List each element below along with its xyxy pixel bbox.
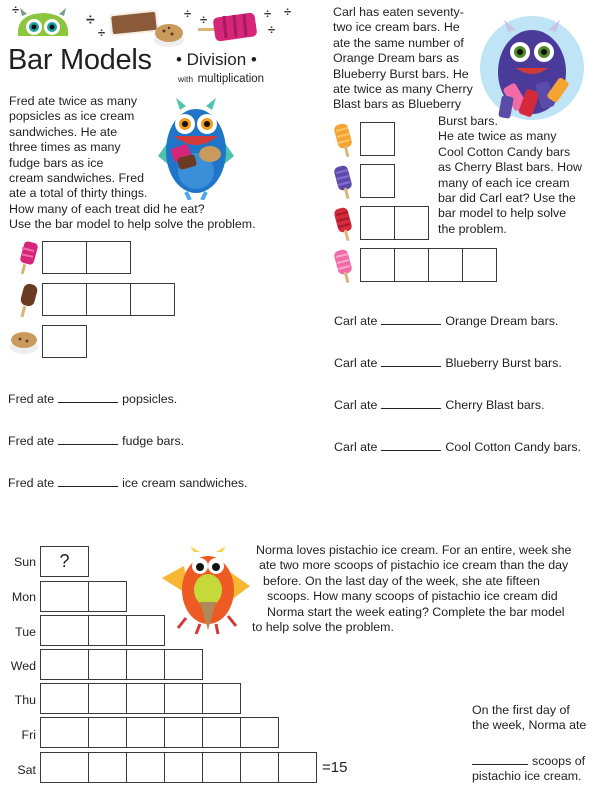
problem-line: Fred ate twice as many [9, 94, 138, 108]
day-label-mon: Mon [11, 590, 36, 604]
problem-line: ate the same number of [333, 35, 464, 50]
problem-line: as Cherry Blast bars. How [438, 160, 582, 175]
bar-unit [164, 684, 165, 713]
problem-line: Blast bars as Blueberry [333, 97, 462, 112]
cherry-blast-bar-icon [332, 206, 356, 242]
carl-answer-blueberry-burst: Carl ate Blueberry Burst bars. [334, 356, 562, 370]
problem-line: Norma start the week eating? Complete the bar model [267, 604, 565, 619]
problem-line: scoops. How many scoops of pistachio ice cream did [267, 589, 558, 604]
problem-line: to help solve the problem. [252, 620, 394, 635]
bar-unit [202, 718, 203, 747]
fudge-bar-icon [14, 282, 38, 318]
bar-unit [240, 753, 241, 782]
carl-bar-blueberry-burst [360, 164, 395, 198]
fred-answer-popsicles: Fred ate popsicles. [8, 392, 178, 406]
saturday-total: =15 [322, 759, 348, 776]
bar-unit [88, 753, 89, 782]
problem-line: He ate twice as many [438, 129, 557, 144]
problem-line: Carl has eaten seventy- [333, 5, 464, 19]
norma-bar-sat [40, 752, 317, 783]
divide-sign-icon: ÷ [86, 12, 95, 29]
problem-line: Norma loves pistachio ice cream. For an entire, week she [256, 543, 572, 557]
norma-bar-fri [40, 717, 279, 748]
problem-line: ate a total of thirty things. [9, 186, 148, 201]
problem-line: ate two more scoops of pistachio ice cream than the day [259, 558, 569, 573]
blue-monster-illustration [150, 96, 242, 200]
bar-unit [164, 753, 165, 782]
tagline-main: multiplication [197, 73, 265, 85]
carl-answer-orange-dream: Carl ate Orange Dream bars. [334, 314, 559, 328]
divide-sign-icon: ÷ [284, 4, 292, 19]
problem-line: cream sandwiches. Fred [9, 171, 144, 186]
divide-sign-icon: ÷ [200, 12, 208, 27]
bar-unit [278, 753, 279, 782]
page-title: Bar Models [8, 44, 152, 76]
bar-unit [88, 650, 89, 679]
bar-unit [86, 242, 87, 273]
divide-sign-icon: ÷ [184, 6, 192, 21]
page-subtitle: • Division • [176, 50, 257, 69]
norma-bar-thu [40, 683, 241, 714]
orange-dream-bar-icon [332, 122, 356, 158]
answer-blank[interactable] [58, 433, 118, 445]
answer-blank[interactable] [381, 355, 441, 367]
problem-line: How many of each treat did he eat? [9, 201, 205, 216]
divide-sign-icon: ÷ [12, 2, 20, 17]
day-label-tue: Tue [15, 625, 36, 639]
bar-unit [130, 284, 131, 315]
divide-sign-icon: ÷ [268, 22, 276, 37]
bar-unit [240, 718, 241, 747]
carl-bar-orange-dream [360, 122, 395, 156]
problem-line: popsicles as ice cream [9, 109, 135, 124]
bar-unit [88, 718, 89, 747]
carl-answer-cherry-blast: Carl ate Cherry Blast bars. [334, 398, 545, 412]
day-label-fri: Fri [21, 728, 36, 742]
norma-bar-mon [40, 581, 127, 612]
bar-unit [394, 207, 395, 239]
norma-bar-sun [40, 546, 89, 577]
problem-line: fudge bars as ice [9, 155, 104, 170]
bar-unit [88, 684, 89, 713]
purple-monster-illustration [478, 12, 590, 130]
problem-line: before. On the last day of the week, she ate fifteen [263, 573, 540, 588]
fred-answer-fudge-bars: Fred ate fudge bars. [8, 434, 185, 448]
problem-line: three times as many [9, 140, 121, 155]
divide-sign-icon: ÷ [264, 6, 272, 21]
answer-blank[interactable] [472, 753, 528, 765]
problem-line: Orange Dream bars as [333, 51, 460, 66]
popsicle-icon [14, 240, 38, 274]
norma-bar-tue [40, 615, 165, 646]
day-label-sat: Sat [17, 763, 36, 777]
blueberry-burst-bar-icon [332, 164, 356, 200]
bar-unit [126, 718, 127, 747]
answer-blank[interactable] [381, 313, 441, 325]
bar-unit [462, 249, 463, 281]
problem-line: bar model to help solve [438, 206, 567, 221]
problem-line: the problem. [438, 221, 507, 236]
bar-unit [126, 650, 127, 679]
cool-cotton-candy-bar-icon [332, 248, 356, 284]
bar-unit [394, 249, 395, 281]
bar-unit [126, 616, 127, 645]
bar-unit [202, 753, 203, 782]
bar-unit [86, 284, 87, 315]
problem-line: many of each ice cream [438, 175, 570, 190]
cookie-sandwich-icon [152, 22, 186, 48]
carl-bar-cool-cotton-candy [360, 248, 497, 282]
fred-bar-ice-cream-sandwiches [42, 325, 87, 358]
fred-answer-sandwiches: Fred ate ice cream sandwiches. [8, 476, 248, 490]
fred-bar-popsicles [42, 241, 131, 274]
problem-line: bar did Carl eat? Use the [438, 191, 576, 206]
norma-bar-model [0, 545, 360, 785]
bar-unit [126, 753, 127, 782]
divide-sign-icon: ÷ [98, 25, 106, 40]
day-label-wed: Wed [10, 659, 36, 673]
problem-line: sandwiches. He ate [9, 124, 118, 139]
bar-unit [164, 718, 165, 747]
carl-bar-cherry-blast [360, 206, 429, 240]
carl-problem-side [438, 114, 600, 237]
day-label-sun: Sun [13, 555, 36, 569]
page-tagline [178, 69, 264, 87]
answer-blank[interactable] [381, 397, 441, 409]
answer-blank[interactable] [58, 391, 118, 403]
unknown-mark: ? [59, 551, 70, 571]
problem-line: Cool Cotton Candy bars [438, 144, 571, 159]
header [0, 0, 310, 90]
norma-bar-wed [40, 649, 203, 680]
fred-bar-fudge-bars [42, 283, 175, 316]
problem-line: two ice cream bars. He [333, 20, 460, 35]
green-monster-icon [14, 8, 72, 36]
bar-unit [88, 616, 89, 645]
problem-line: Use the bar model to help solve the problem. [9, 217, 256, 232]
bar-unit [202, 684, 203, 713]
day-label-thu: Thu [14, 693, 36, 707]
problem-line: ate twice as many Cherry [333, 82, 473, 97]
bar-unit [164, 650, 165, 679]
bar-unit [428, 249, 429, 281]
tagline-small: with [178, 74, 194, 84]
bar-unit [88, 582, 89, 611]
carl-answer-cool-cotton-candy: Carl ate Cool Cotton Candy bars. [334, 440, 582, 454]
answer-blank[interactable] [381, 439, 441, 451]
popsicle-icon [198, 12, 260, 42]
bar-unit [126, 684, 127, 713]
answer-blank[interactable] [58, 475, 118, 487]
norma-answer: On the first day of the week, Norma ate scoops of pistachio ice cream. [472, 703, 587, 784]
problem-line: Blueberry Burst bars. He [333, 66, 469, 81]
ice-cream-sandwich-icon [8, 330, 40, 356]
problem-line: Burst bars. [438, 114, 498, 128]
